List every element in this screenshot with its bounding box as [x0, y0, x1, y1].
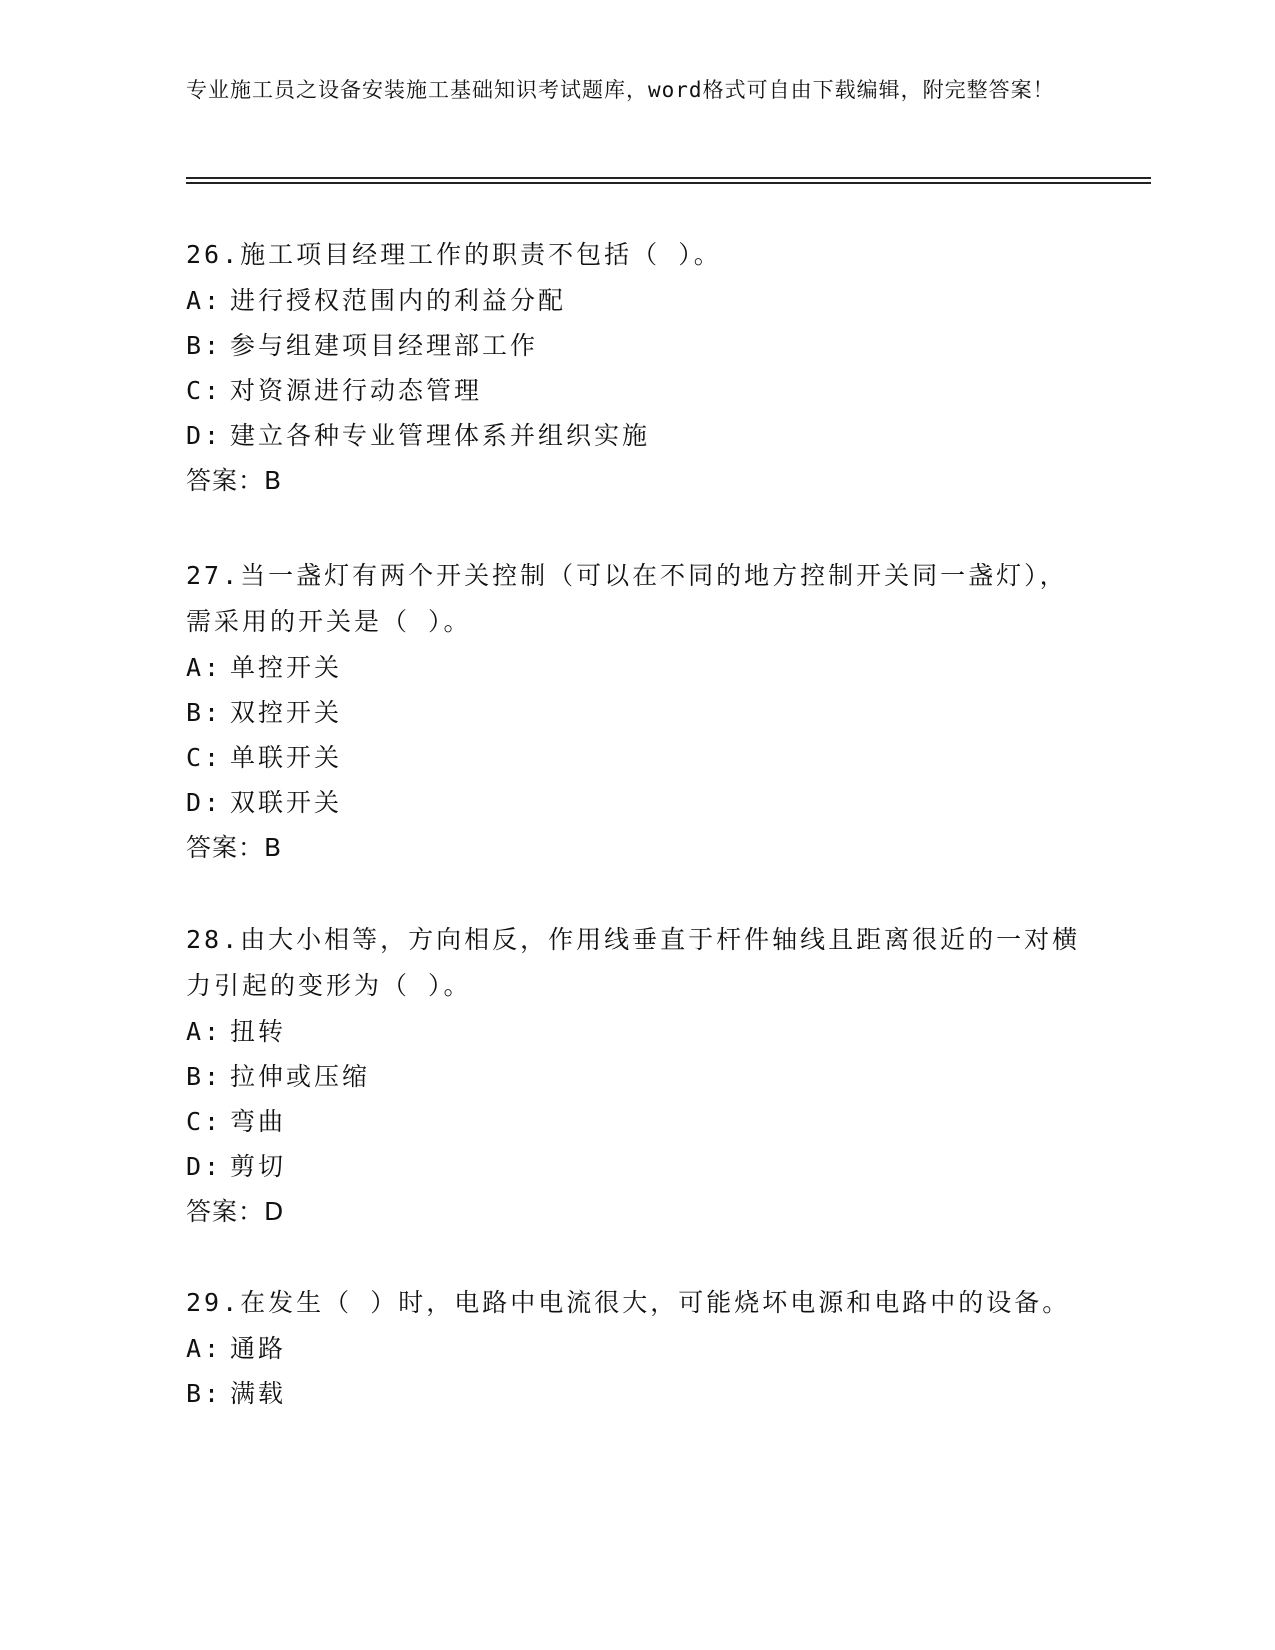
option-c — [186, 1099, 1086, 1144]
option-b — [186, 1371, 1086, 1416]
question-28 — [186, 917, 1086, 1235]
option-a — [186, 1326, 1086, 1371]
option-letter: B: — [186, 1379, 223, 1408]
option-d — [186, 780, 1086, 825]
option-d — [186, 1144, 1086, 1189]
option-letter: B: — [186, 331, 223, 360]
header-divider-bottom — [186, 182, 1151, 184]
option-letter: A: — [186, 286, 223, 315]
option-text: 通路 — [230, 1334, 287, 1363]
question-27 — [186, 553, 1086, 871]
question-29 — [186, 1280, 1086, 1416]
option-text: 弯曲 — [230, 1107, 287, 1136]
option-text: 参与组建项目经理部工作 — [230, 331, 539, 360]
option-d — [186, 413, 1086, 458]
option-a — [186, 1009, 1086, 1054]
option-letter: C: — [186, 743, 223, 772]
option-text: 建立各种专业管理体系并组织实施 — [230, 421, 651, 450]
option-letter: A: — [186, 653, 223, 682]
option-text: 进行授权范围内的利益分配 — [230, 286, 567, 315]
option-letter: A: — [186, 1334, 223, 1363]
option-text: 扭转 — [230, 1017, 287, 1046]
option-text: 单联开关 — [230, 743, 343, 772]
question-text: 27.当一盏灯有两个开关控制（可以在不同的地方控制开关同一盏灯），需采用的开关是（ ）。 — [186, 561, 1068, 636]
option-a — [186, 278, 1086, 323]
question-26 — [186, 232, 1086, 504]
header-divider-top — [186, 177, 1151, 179]
document-header: 专业施工员之设备安装施工基础知识考试题库，word格式可自由下载编辑，附完整答案！ — [186, 78, 1055, 102]
option-b — [186, 1054, 1086, 1099]
answer-line: 答案：B — [186, 833, 283, 862]
option-c — [186, 368, 1086, 413]
option-c — [186, 735, 1086, 780]
option-text: 双联开关 — [230, 788, 343, 817]
option-text: 满载 — [230, 1379, 287, 1408]
option-letter: C: — [186, 1107, 223, 1136]
option-letter: A: — [186, 1017, 223, 1046]
option-text: 拉伸或压缩 — [230, 1062, 371, 1091]
option-text: 对资源进行动态管理 — [230, 376, 483, 405]
option-letter: C: — [186, 376, 223, 405]
option-b — [186, 690, 1086, 735]
option-text: 双控开关 — [230, 698, 343, 727]
answer-line: 答案：B — [186, 466, 283, 495]
question-text: 29.在发生（ ）时，电路中电流很大，可能烧坏电源和电路中的设备。 — [186, 1288, 1071, 1317]
option-text: 剪切 — [230, 1152, 287, 1181]
option-letter: B: — [186, 698, 223, 727]
option-letter: B: — [186, 1062, 223, 1091]
option-letter: D: — [186, 421, 223, 450]
question-text: 26.施工项目经理工作的职责不包括（ ）。 — [186, 240, 722, 269]
option-a — [186, 645, 1086, 690]
option-letter: D: — [186, 788, 223, 817]
option-text: 单控开关 — [230, 653, 343, 682]
answer-line: 答案：D — [186, 1197, 285, 1226]
option-b — [186, 323, 1086, 368]
question-text: 28.由大小相等，方向相反，作用线垂直于杆件轴线且距离很近的一对横力引起的变形为（ ）。 — [186, 925, 1081, 1000]
option-letter: D: — [186, 1152, 223, 1181]
